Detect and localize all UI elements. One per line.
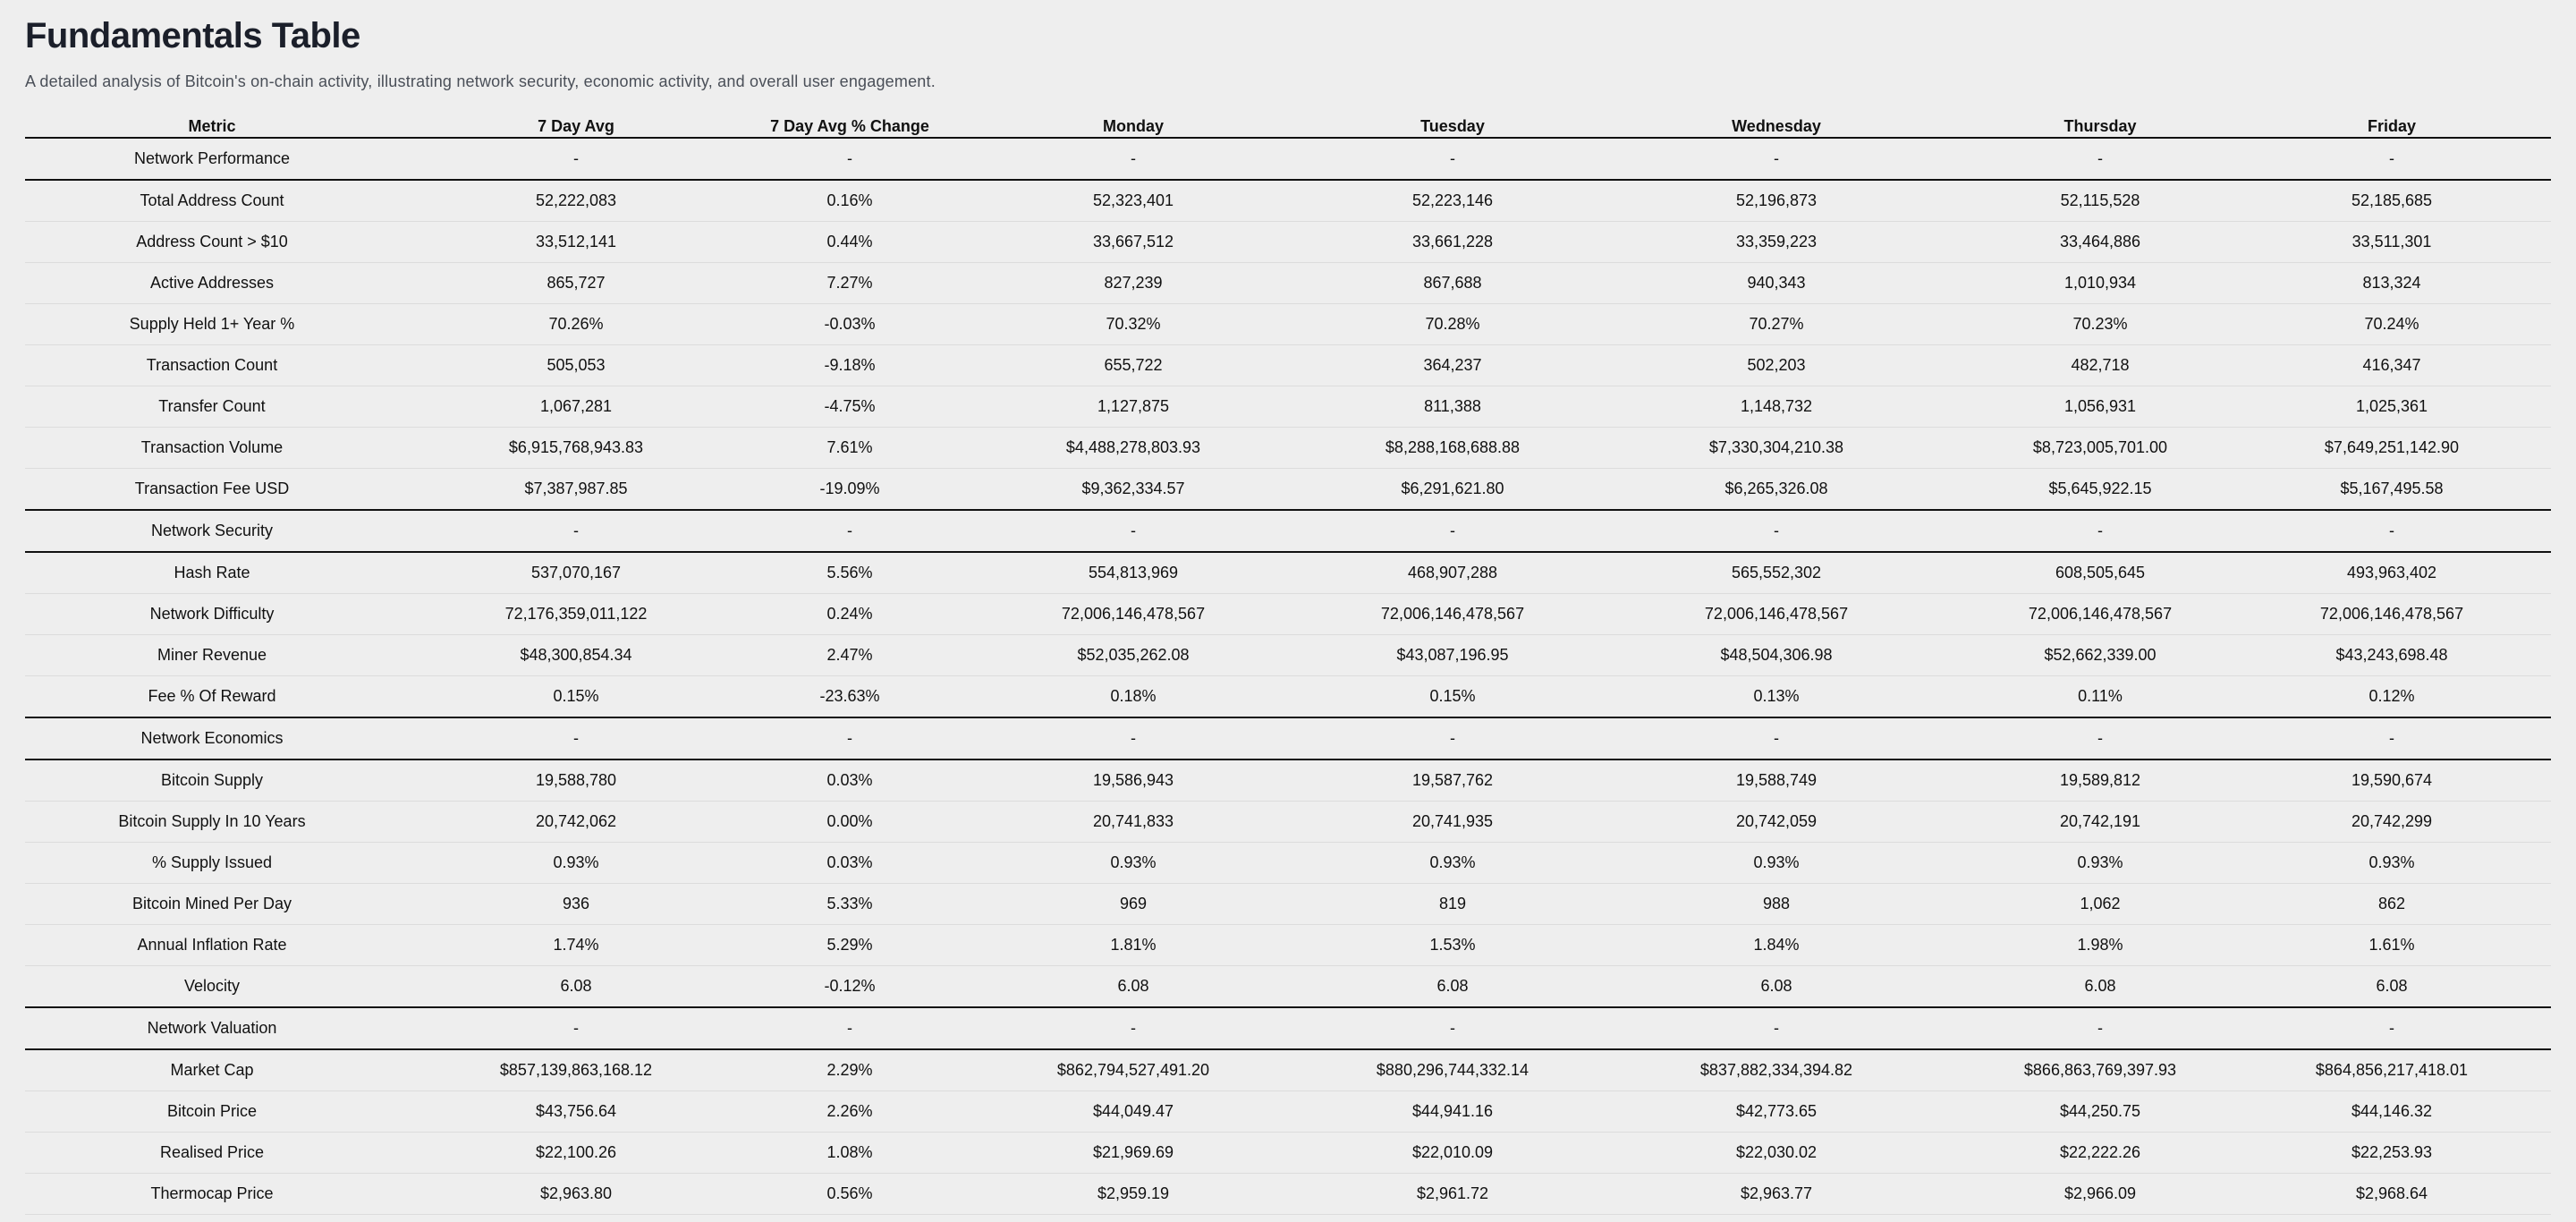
cell-7-day-avg-change: -23.63%: [753, 676, 946, 718]
cell-tuesday: 0.93%: [1320, 843, 1585, 884]
cell-wednesday: 502,203: [1585, 345, 1968, 386]
table-header-row: [25, 111, 2551, 138]
cell-7-day-avg: $7,387,987.85: [399, 469, 753, 511]
cell-wednesday: 940,343: [1585, 263, 1968, 304]
cell-wednesday: 0.13%: [1585, 676, 1968, 718]
cell-wednesday: $7,330,304,210.38: [1585, 428, 1968, 469]
cell-7-day-avg-change: 2.47%: [753, 635, 946, 676]
table-row: [25, 635, 2551, 676]
table-row: [25, 802, 2551, 843]
cell-7-day-avg-change: 1.08%: [753, 1133, 946, 1174]
cell-metric: Active Addresses: [25, 263, 399, 304]
cell-friday: 1,025,361: [2233, 386, 2551, 428]
cell-7-day-avg: 936: [399, 884, 753, 925]
cell-tuesday: 468,907,288: [1320, 552, 1585, 594]
cell-friday: 0.12%: [2233, 676, 2551, 718]
table-row: [25, 386, 2551, 428]
table-row: [25, 1174, 2551, 1215]
cell-thursday: -: [1968, 138, 2233, 180]
cell-7-day-avg-change: 0.44%: [753, 222, 946, 263]
cell-metric: Bitcoin Supply: [25, 760, 399, 802]
cell-tuesday: 811,388: [1320, 386, 1585, 428]
cell-thursday: 70.23%: [1968, 304, 2233, 345]
cell-wednesday: $2,963.77: [1585, 1174, 1968, 1215]
cell-tuesday: 819: [1320, 884, 1585, 925]
cell-7-day-avg-change: 5.56%: [753, 552, 946, 594]
cell-metric: Transaction Count: [25, 345, 399, 386]
cell-wednesday: 72,006,146,478,567: [1585, 594, 1968, 635]
cell-metric: Fee % Of Reward: [25, 676, 399, 718]
cell-tuesday: $8,288,168,688.88: [1320, 428, 1585, 469]
cell-tuesday: 364,237: [1320, 345, 1585, 386]
cell-monday: 655,722: [946, 345, 1320, 386]
cell-7-day-avg: $2,963.80: [399, 1174, 753, 1215]
cell-7-day-avg-change: 0.16%: [753, 180, 946, 222]
cell-monday: 0.93%: [946, 843, 1320, 884]
cell-thursday: $22,222.26: [1968, 1133, 2233, 1174]
cell-7-day-avg: 19,588,780: [399, 760, 753, 802]
cell-friday: -: [2233, 138, 2551, 180]
cell-thursday: $44,250.75: [1968, 1091, 2233, 1133]
table-row: [25, 1133, 2551, 1174]
cell-monday: $9,362,334.57: [946, 469, 1320, 511]
cell-wednesday: -: [1585, 510, 1968, 552]
table-row: [25, 1049, 2551, 1091]
table-body: [25, 138, 2551, 1215]
table-row: [25, 552, 2551, 594]
table-row: [25, 594, 2551, 635]
cell-tuesday: 19,587,762: [1320, 760, 1585, 802]
cell-7-day-avg: $857,139,863,168.12: [399, 1049, 753, 1091]
cell-7-day-avg-change: 7.27%: [753, 263, 946, 304]
cell-wednesday: 19,588,749: [1585, 760, 1968, 802]
table-row: [25, 263, 2551, 304]
cell-7-day-avg-change: -9.18%: [753, 345, 946, 386]
cell-metric: Transaction Fee USD: [25, 469, 399, 511]
cell-friday: $22,253.93: [2233, 1133, 2551, 1174]
column-header-friday: Friday: [2233, 111, 2551, 138]
cell-metric: Total Address Count: [25, 180, 399, 222]
table-row: [25, 304, 2551, 345]
cell-7-day-avg: $48,300,854.34: [399, 635, 753, 676]
cell-friday: 20,742,299: [2233, 802, 2551, 843]
cell-tuesday: 72,006,146,478,567: [1320, 594, 1585, 635]
cell-monday: $4,488,278,803.93: [946, 428, 1320, 469]
cell-wednesday: 70.27%: [1585, 304, 1968, 345]
cell-metric: Supply Held 1+ Year %: [25, 304, 399, 345]
cell-7-day-avg: $43,756.64: [399, 1091, 753, 1133]
cell-thursday: -: [1968, 1007, 2233, 1049]
table-row: [25, 676, 2551, 718]
cell-metric: Realised Price: [25, 1133, 399, 1174]
cell-tuesday: $2,961.72: [1320, 1174, 1585, 1215]
table-row: [25, 760, 2551, 802]
cell-metric: Bitcoin Mined Per Day: [25, 884, 399, 925]
cell-7-day-avg-change: 0.24%: [753, 594, 946, 635]
cell-7-day-avg-change: 0.56%: [753, 1174, 946, 1215]
cell-7-day-avg: 0.93%: [399, 843, 753, 884]
cell-monday: 52,323,401: [946, 180, 1320, 222]
cell-thursday: $8,723,005,701.00: [1968, 428, 2233, 469]
cell-tuesday: $22,010.09: [1320, 1133, 1585, 1174]
cell-metric: Miner Revenue: [25, 635, 399, 676]
cell-thursday: 6.08: [1968, 966, 2233, 1008]
cell-friday: 70.24%: [2233, 304, 2551, 345]
cell-friday: -: [2233, 510, 2551, 552]
cell-thursday: $866,863,769,397.93: [1968, 1049, 2233, 1091]
cell-wednesday: $6,265,326.08: [1585, 469, 1968, 511]
cell-friday: 72,006,146,478,567: [2233, 594, 2551, 635]
cell-7-day-avg: 0.15%: [399, 676, 753, 718]
cell-monday: 70.32%: [946, 304, 1320, 345]
cell-7-day-avg: $22,100.26: [399, 1133, 753, 1174]
cell-7-day-avg: -: [399, 138, 753, 180]
table-row: [25, 345, 2551, 386]
cell-wednesday: 1.84%: [1585, 925, 1968, 966]
cell-monday: 1,127,875: [946, 386, 1320, 428]
cell-7-day-avg: -: [399, 510, 753, 552]
cell-friday: $44,146.32: [2233, 1091, 2551, 1133]
column-header-wednesday: Wednesday: [1585, 111, 1968, 138]
cell-tuesday: 33,661,228: [1320, 222, 1585, 263]
table-row: [25, 843, 2551, 884]
cell-7-day-avg: -: [399, 1007, 753, 1049]
cell-metric: Velocity: [25, 966, 399, 1008]
cell-7-day-avg: 1.74%: [399, 925, 753, 966]
cell-7-day-avg-change: -: [753, 138, 946, 180]
cell-thursday: 1,062: [1968, 884, 2233, 925]
page-title: Fundamentals Table: [25, 16, 360, 55]
cell-7-day-avg: -: [399, 717, 753, 760]
cell-7-day-avg-change: -0.03%: [753, 304, 946, 345]
cell-metric: Address Count > $10: [25, 222, 399, 263]
table-row: [25, 1091, 2551, 1133]
cell-7-day-avg-change: -: [753, 510, 946, 552]
table-row: [25, 180, 2551, 222]
cell-thursday: 20,742,191: [1968, 802, 2233, 843]
cell-tuesday: $44,941.16: [1320, 1091, 1585, 1133]
cell-wednesday: $42,773.65: [1585, 1091, 1968, 1133]
cell-thursday: 1.98%: [1968, 925, 2233, 966]
cell-7-day-avg: $6,915,768,943.83: [399, 428, 753, 469]
cell-friday: 416,347: [2233, 345, 2551, 386]
cell-monday: $52,035,262.08: [946, 635, 1320, 676]
cell-7-day-avg-change: -4.75%: [753, 386, 946, 428]
cell-wednesday: -: [1585, 138, 1968, 180]
cell-monday: $21,969.69: [946, 1133, 1320, 1174]
cell-wednesday: 0.93%: [1585, 843, 1968, 884]
cell-monday: $862,794,527,491.20: [946, 1049, 1320, 1091]
column-header-monday: Monday: [946, 111, 1320, 138]
cell-wednesday: 565,552,302: [1585, 552, 1968, 594]
cell-7-day-avg: 537,070,167: [399, 552, 753, 594]
cell-thursday: 19,589,812: [1968, 760, 2233, 802]
cell-tuesday: 20,741,935: [1320, 802, 1585, 843]
cell-metric: Network Performance: [25, 138, 399, 180]
cell-tuesday: 867,688: [1320, 263, 1585, 304]
cell-metric: Transfer Count: [25, 386, 399, 428]
section-row: [25, 510, 2551, 552]
cell-7-day-avg: 865,727: [399, 263, 753, 304]
cell-7-day-avg-change: 5.29%: [753, 925, 946, 966]
cell-7-day-avg: 505,053: [399, 345, 753, 386]
cell-wednesday: 20,742,059: [1585, 802, 1968, 843]
cell-monday: 969: [946, 884, 1320, 925]
cell-metric: % Supply Issued: [25, 843, 399, 884]
cell-monday: $44,049.47: [946, 1091, 1320, 1133]
cell-thursday: -: [1968, 510, 2233, 552]
cell-tuesday: 6.08: [1320, 966, 1585, 1008]
cell-monday: 19,586,943: [946, 760, 1320, 802]
cell-metric: Hash Rate: [25, 552, 399, 594]
cell-tuesday: 52,223,146: [1320, 180, 1585, 222]
cell-tuesday: 0.15%: [1320, 676, 1585, 718]
cell-monday: -: [946, 510, 1320, 552]
cell-tuesday: $6,291,621.80: [1320, 469, 1585, 511]
cell-wednesday: 1,148,732: [1585, 386, 1968, 428]
cell-wednesday: 6.08: [1585, 966, 1968, 1008]
cell-wednesday: $48,504,306.98: [1585, 635, 1968, 676]
cell-7-day-avg: 20,742,062: [399, 802, 753, 843]
cell-7-day-avg-change: -: [753, 717, 946, 760]
cell-7-day-avg-change: -0.12%: [753, 966, 946, 1008]
cell-7-day-avg-change: 2.29%: [753, 1049, 946, 1091]
cell-friday: $43,243,698.48: [2233, 635, 2551, 676]
cell-monday: -: [946, 717, 1320, 760]
cell-wednesday: 988: [1585, 884, 1968, 925]
page-subtitle: A detailed analysis of Bitcoin's on-chain activity, illustrating network security, economic activity, and overall user engagement.: [25, 72, 936, 90]
cell-friday: 52,185,685: [2233, 180, 2551, 222]
cell-monday: 6.08: [946, 966, 1320, 1008]
cell-7-day-avg: 72,176,359,011,122: [399, 594, 753, 635]
cell-monday: 20,741,833: [946, 802, 1320, 843]
cell-thursday: -: [1968, 717, 2233, 760]
column-header-7-day-avg-change: 7 Day Avg % Change: [753, 111, 946, 138]
cell-metric: Bitcoin Price: [25, 1091, 399, 1133]
cell-friday: 6.08: [2233, 966, 2551, 1008]
cell-tuesday: 1.53%: [1320, 925, 1585, 966]
cell-wednesday: $837,882,334,394.82: [1585, 1049, 1968, 1091]
cell-7-day-avg-change: 7.61%: [753, 428, 946, 469]
cell-7-day-avg: 52,222,083: [399, 180, 753, 222]
cell-metric: Network Difficulty: [25, 594, 399, 635]
cell-7-day-avg: 6.08: [399, 966, 753, 1008]
cell-wednesday: -: [1585, 1007, 1968, 1049]
cell-thursday: 482,718: [1968, 345, 2233, 386]
table-row: [25, 925, 2551, 966]
cell-monday: -: [946, 138, 1320, 180]
cell-7-day-avg-change: -19.09%: [753, 469, 946, 511]
cell-friday: 19,590,674: [2233, 760, 2551, 802]
cell-7-day-avg-change: 0.03%: [753, 760, 946, 802]
cell-thursday: 1,056,931: [1968, 386, 2233, 428]
cell-thursday: 52,115,528: [1968, 180, 2233, 222]
cell-7-day-avg: 33,512,141: [399, 222, 753, 263]
cell-wednesday: 33,359,223: [1585, 222, 1968, 263]
cell-friday: 0.93%: [2233, 843, 2551, 884]
fundamentals-table: [25, 111, 2551, 1215]
cell-metric: Network Security: [25, 510, 399, 552]
cell-thursday: 72,006,146,478,567: [1968, 594, 2233, 635]
cell-friday: 33,511,301: [2233, 222, 2551, 263]
cell-tuesday: -: [1320, 717, 1585, 760]
column-header-thursday: Thursday: [1968, 111, 2233, 138]
cell-metric: Network Economics: [25, 717, 399, 760]
cell-friday: -: [2233, 1007, 2551, 1049]
cell-monday: $2,959.19: [946, 1174, 1320, 1215]
cell-7-day-avg: 70.26%: [399, 304, 753, 345]
column-header-tuesday: Tuesday: [1320, 111, 1585, 138]
cell-monday: 827,239: [946, 263, 1320, 304]
cell-friday: 862: [2233, 884, 2551, 925]
cell-monday: 554,813,969: [946, 552, 1320, 594]
cell-thursday: 1,010,934: [1968, 263, 2233, 304]
cell-friday: $7,649,251,142.90: [2233, 428, 2551, 469]
table-row: [25, 884, 2551, 925]
cell-thursday: $2,966.09: [1968, 1174, 2233, 1215]
cell-thursday: $5,645,922.15: [1968, 469, 2233, 511]
cell-friday: $2,968.64: [2233, 1174, 2551, 1215]
cell-metric: Thermocap Price: [25, 1174, 399, 1215]
cell-wednesday: 52,196,873: [1585, 180, 1968, 222]
cell-friday: $5,167,495.58: [2233, 469, 2551, 511]
cell-monday: 72,006,146,478,567: [946, 594, 1320, 635]
cell-thursday: $52,662,339.00: [1968, 635, 2233, 676]
cell-metric: Market Cap: [25, 1049, 399, 1091]
section-row: [25, 138, 2551, 180]
cell-tuesday: $43,087,196.95: [1320, 635, 1585, 676]
cell-friday: 813,324: [2233, 263, 2551, 304]
cell-tuesday: -: [1320, 138, 1585, 180]
cell-friday: -: [2233, 717, 2551, 760]
cell-thursday: 608,505,645: [1968, 552, 2233, 594]
cell-friday: $864,856,217,418.01: [2233, 1049, 2551, 1091]
cell-thursday: 0.93%: [1968, 843, 2233, 884]
cell-7-day-avg-change: -: [753, 1007, 946, 1049]
cell-thursday: 33,464,886: [1968, 222, 2233, 263]
cell-metric: Transaction Volume: [25, 428, 399, 469]
cell-tuesday: -: [1320, 1007, 1585, 1049]
cell-monday: 33,667,512: [946, 222, 1320, 263]
cell-monday: 0.18%: [946, 676, 1320, 718]
cell-7-day-avg: 1,067,281: [399, 386, 753, 428]
table-row: [25, 469, 2551, 511]
cell-wednesday: -: [1585, 717, 1968, 760]
cell-tuesday: $880,296,744,332.14: [1320, 1049, 1585, 1091]
cell-7-day-avg-change: 2.26%: [753, 1091, 946, 1133]
cell-tuesday: 70.28%: [1320, 304, 1585, 345]
cell-monday: -: [946, 1007, 1320, 1049]
section-row: [25, 1007, 2551, 1049]
cell-metric: Annual Inflation Rate: [25, 925, 399, 966]
table-row: [25, 966, 2551, 1008]
section-row: [25, 717, 2551, 760]
cell-tuesday: -: [1320, 510, 1585, 552]
cell-7-day-avg-change: 0.03%: [753, 843, 946, 884]
cell-metric: Bitcoin Supply In 10 Years: [25, 802, 399, 843]
table-row: [25, 428, 2551, 469]
cell-wednesday: $22,030.02: [1585, 1133, 1968, 1174]
table-row: [25, 222, 2551, 263]
cell-friday: 493,963,402: [2233, 552, 2551, 594]
cell-friday: 1.61%: [2233, 925, 2551, 966]
cell-metric: Network Valuation: [25, 1007, 399, 1049]
cell-7-day-avg-change: 5.33%: [753, 884, 946, 925]
cell-thursday: 0.11%: [1968, 676, 2233, 718]
column-header-metric: Metric: [25, 111, 399, 138]
cell-7-day-avg-change: 0.00%: [753, 802, 946, 843]
cell-monday: 1.81%: [946, 925, 1320, 966]
column-header-7-day-avg: 7 Day Avg: [399, 111, 753, 138]
